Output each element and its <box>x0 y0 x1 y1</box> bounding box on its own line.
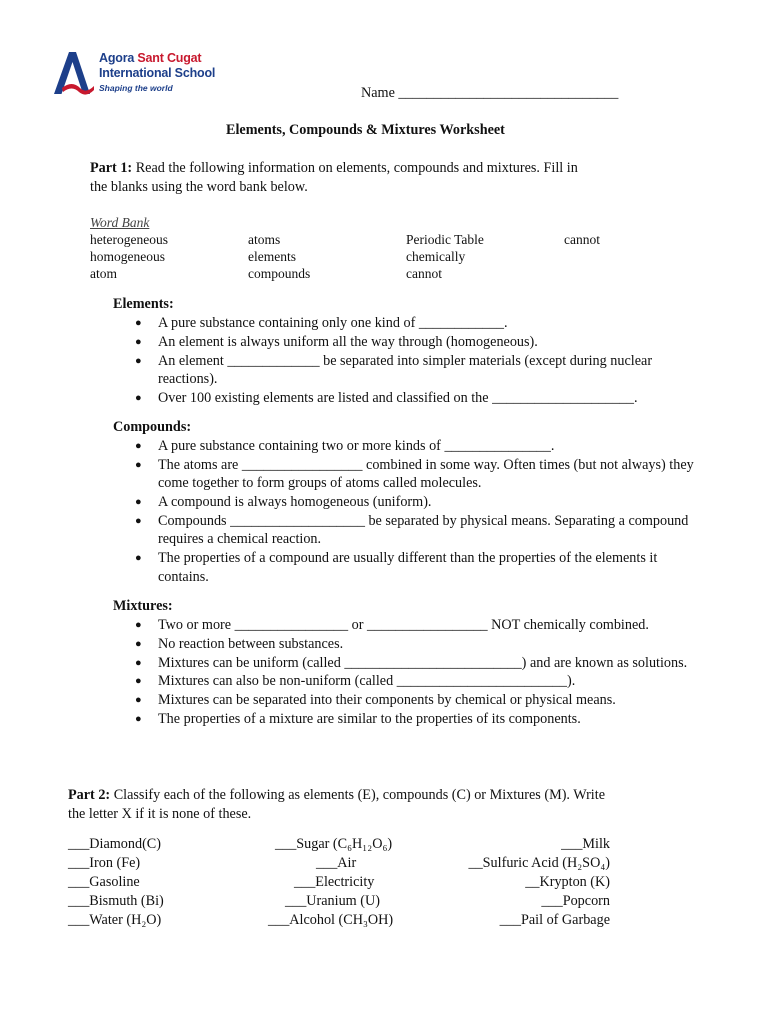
list-item: ● The properties of a compound are usually different than the properties of the elements it contains. <box>135 549 710 586</box>
classify-item[interactable]: ___Diamond(C) <box>68 836 161 852</box>
classify-item[interactable]: ___Bismuth (Bi) <box>68 893 164 909</box>
classify-item[interactable]: ___Uranium (U) <box>285 893 380 909</box>
classify-item[interactable]: ___Popcorn <box>541 893 610 909</box>
list-item: ● The properties of a mixture are similar to the properties of its components. <box>135 710 710 729</box>
list-item: ● The atoms are _________________ combined in some way. Often times (but not always) they come together to form groups of atoms called molecules. <box>135 456 710 493</box>
classify-item[interactable]: ___Electricity <box>294 874 375 890</box>
school-logo <box>52 50 252 100</box>
page-title: Elements, Compounds & Mixtures Worksheet <box>226 122 505 138</box>
word-bank-word: atom <box>90 266 117 281</box>
word-bank-word: compounds <box>248 266 311 281</box>
elements-heading: Elements: <box>113 296 174 312</box>
word-bank-word: cannot <box>406 266 442 281</box>
elements-list <box>135 314 710 408</box>
part2-instructions: Part 2: Classify each of the following as elements (E), compounds (C) or Mixtures (M). Write the letter X if it is none of these. <box>68 787 605 822</box>
compounds-list <box>135 437 710 586</box>
word-bank-label: Word Bank <box>90 215 150 230</box>
classify-item[interactable]: ___Water (H₂O) <box>68 912 162 928</box>
mixtures-list <box>135 616 710 729</box>
word-bank-word: Periodic Table <box>406 232 484 247</box>
logo-name-line1: Agora Sant Cugat <box>99 51 202 65</box>
classify-item[interactable]: ___Sugar (C₆H₁₂O₆) <box>275 836 393 852</box>
word-bank-word: cannot <box>564 232 600 247</box>
compounds-heading: Compounds: <box>113 419 192 435</box>
classify-item[interactable]: ___Iron (Fe) <box>68 855 141 871</box>
part1-label: Part 1: <box>90 160 133 176</box>
classify-item[interactable]: __Sulfuric Acid (H₂SO₄) <box>468 855 610 871</box>
word-bank-word: homogeneous <box>90 249 165 264</box>
list-item: ● Mixtures can also be non-uniform (called ________________________). <box>135 672 710 691</box>
classify-item[interactable]: ___Alcohol (CH₃OH) <box>268 912 394 928</box>
list-item: ● Two or more ________________ or _________________ NOT chemically combined. <box>135 616 710 635</box>
list-item: ● Mixtures can be separated into their components by chemical or physical means. <box>135 691 710 710</box>
logo-mark-icon <box>52 50 94 98</box>
list-item: ● An element _____________ be separated into simpler materials (except during nuclear reactions). <box>135 352 710 389</box>
word-bank-word: chemically <box>406 249 466 264</box>
classify-item[interactable]: ___Air <box>316 855 357 871</box>
list-item: ● No reaction between substances. <box>135 635 710 654</box>
list-item: ● A pure substance containing only one kind of ____________. <box>135 314 710 333</box>
part1-instructions: Part 1: Read the following information on elements, compounds and mixtures. Fill in the blanks using the word bank below. <box>90 160 578 195</box>
classify-item[interactable]: ___Milk <box>561 836 610 852</box>
logo-name-line2: International School <box>99 66 216 80</box>
classify-item[interactable]: ___Gasoline <box>68 874 140 890</box>
part2-label: Part 2: <box>68 787 111 803</box>
classify-item[interactable]: __Krypton (K) <box>525 874 610 890</box>
word-bank-word: elements <box>248 249 296 264</box>
logo-tagline: Shaping the world <box>99 83 173 93</box>
list-item: ● A compound is always homogeneous (uniform). <box>135 493 710 512</box>
list-item: ● Over 100 existing elements are listed and classified on the ____________________. <box>135 389 710 408</box>
mixtures-heading: Mixtures: <box>113 598 173 614</box>
word-bank-word: atoms <box>248 232 281 247</box>
list-item: ● Compounds ___________________ be separated by physical means. Separating a compound requires a chemical reaction. <box>135 512 710 549</box>
word-bank-word: heterogeneous <box>90 232 168 247</box>
list-item: ● Mixtures can be uniform (called _________________________) and are known as solutions. <box>135 654 710 673</box>
list-item: ● A pure substance containing two or more kinds of _______________. <box>135 437 710 456</box>
name-field[interactable]: Name _______________________________ <box>361 85 619 101</box>
classify-item[interactable]: ___Pail of Garbage <box>499 912 610 928</box>
list-item: ● An element is always uniform all the way through (homogeneous). <box>135 333 710 352</box>
